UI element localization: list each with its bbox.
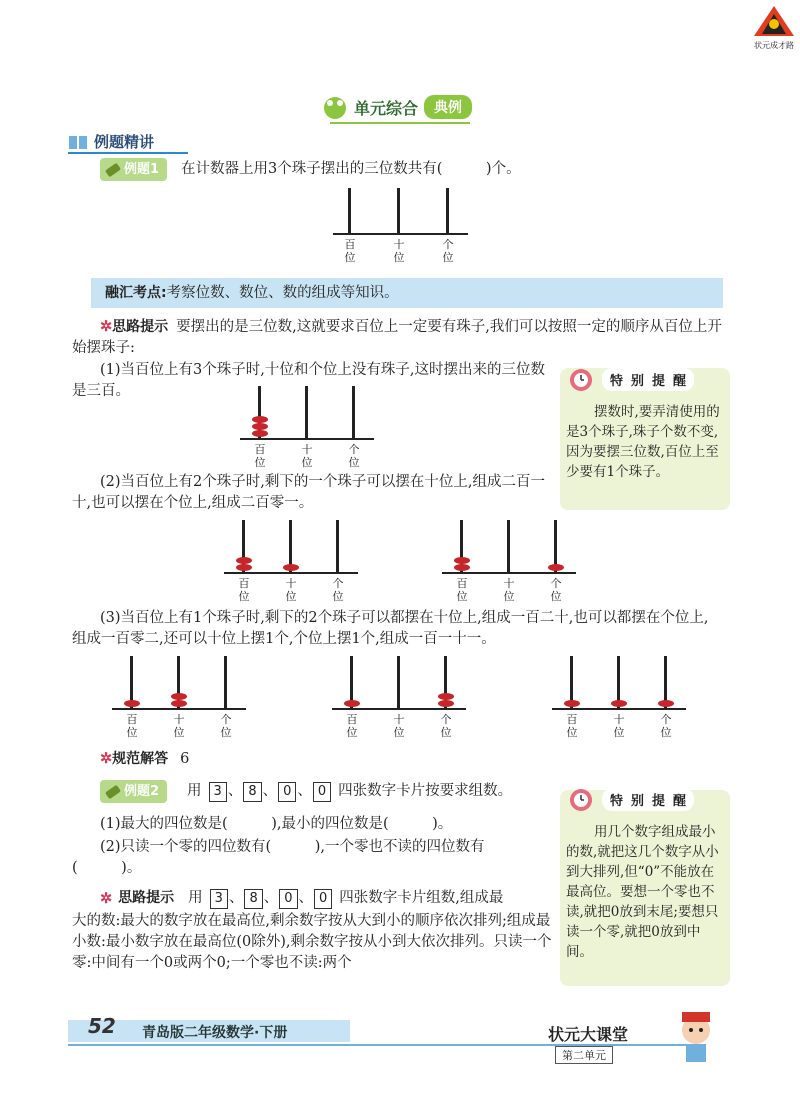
example2: 例题2 用 3 、 8 、 0 、 0 四张数字卡片按要求组数。 [100,780,550,803]
flower-icon: ✲ [100,318,113,335]
hint1-case3: (3)当百位上有1个珠子时,剩下的2个珠子可以都摆在十位上,组成一百二十,也可以都摆在个位上,组成一百零二,还可以十位上摆1个,个位上摆1个,组成一百一十一。 [72,610,709,647]
digit-card: 0 [278,782,296,802]
bead [236,557,252,564]
abacus-base [442,572,576,574]
brand-text: 状元成才路 [754,41,794,50]
place-label: 十 位 [503,577,515,603]
bead [252,416,268,423]
place-label: 个 位 [220,713,232,739]
place-label: 百 位 [254,443,266,469]
frog-icon [322,94,348,120]
rod [348,188,351,233]
hint1-case2: (2)当百位上有2个珠子时,剩下的一个珠子可以摆在十位上,组成二百一十,也可以摆在个位上,组成二百零一。 [72,474,545,511]
rod [224,656,227,708]
digit-card: 0 [314,889,332,909]
abacus-base [112,708,246,710]
reminder1-text: 摆数时,要弄清使用的是3个珠子,珠子个数不变,因为要摆三位数,百位上至少要有1个珠子。 [566,404,720,480]
book-title: 青岛版二年级数学·下册 [142,1025,288,1041]
place-label: 十 位 [173,713,185,739]
rod [397,656,400,708]
series-title: 状元大课堂 [548,1025,629,1044]
place-label: 百 位 [566,713,578,739]
answer1: ✲规范解答 6 [100,750,190,767]
reminder2-text: 用几个数字组成最小的数,就把这几个数字从小到大排列,但“0”不能放在最高位。要想一个零也不读,就把0放到末尾;要想只读一个零,就把0放到中间。 [566,824,719,960]
bead [171,693,187,700]
place-label: 十 位 [613,713,625,739]
book-icon [68,133,88,151]
bead [252,423,268,430]
place-label: 个 位 [332,577,344,603]
hint1-case1: (1)当百位上有3个珠子时,十位和个位上没有珠子,这时摆出来的三位数是三百。 [72,362,545,399]
subsection-title: 例题精讲 [94,133,155,151]
abacus-base [552,708,686,710]
abacus-base [224,572,358,574]
bead [171,700,187,707]
alarm-clock-icon [566,784,596,814]
rod [352,386,355,438]
hint1-intro: ✲思路提示 要摆出的是三位数,这就要求百位上一定要有珠子,我们可以按照一定的顺序从百位上开始摆珠子: [72,318,722,356]
example1 [100,158,700,181]
example2-tag: 例题2 [100,780,167,803]
bead [548,564,564,571]
abacus-300 [240,386,374,472]
abacus-111 [552,656,686,742]
bead [564,700,580,707]
section-title-badge: 典例 [424,95,472,119]
place-label: 百 位 [126,713,138,739]
example2-q2: (2)只读一个零的四位数有( ),一个零也不读的四位数有( )。 [72,839,485,876]
answer1-value: 6 [180,751,190,767]
place-label: 个 位 [440,713,452,739]
hint2: ✲ 思路提示 用 3 、 8 、 0 、 0 四张数字卡片组数,组成最 大的数:最大的数字放在最高位,剩余数字按从大到小的顺序依次排列;组成最小数:最小数字放在最高位(0除外),剩余数字按从小到大依次排列。只读一个零:中间有一个0或两个0;一个零也不读:两个 [72,888,552,974]
bead [344,700,360,707]
flower-icon: ✲ [100,890,113,907]
mascot-icon [668,1006,724,1070]
bead [454,557,470,564]
example1-tag: 例题1 [100,158,167,181]
place-label: 个 位 [348,443,360,469]
abacus-empty: 百 位 十 位 个 位 [333,188,468,270]
place-label: 十 位 [285,577,297,603]
abacus-120 [112,656,246,742]
place-label: 个 位 [550,577,562,603]
pencil-icon [105,784,121,799]
abacus-201 [442,520,576,606]
unit-label: 第二单元 [555,1046,613,1064]
bead [252,430,268,437]
page-number: 52 [88,1014,116,1038]
place-label: 十 位 [301,443,313,469]
bead [283,564,299,571]
bead [658,700,674,707]
place-label: 百 位 [346,713,358,739]
bead [438,693,454,700]
reminder2-header: 特 别 提 醒 [566,784,694,814]
digit-card: 8 [244,889,262,909]
flower-icon: ✲ [100,750,113,767]
place-label: 个 位 [660,713,672,739]
subsection-line [68,152,188,154]
reminder1-header: 特 别 提 醒 [566,364,694,394]
digit-card: 0 [313,782,331,802]
section-header [322,94,472,120]
abacus-base [333,233,468,235]
brand-logo [752,4,796,48]
alarm-clock-icon [566,364,596,394]
example1-question: 在计数器上用3个珠子摆出的三位数共有( )个。 [181,161,521,177]
example2-q1: (1)最大的四位数是( ),最小的四位数是( )。 [100,816,453,832]
section-underline [330,122,470,124]
knowledge-label: 融汇考点: [105,284,167,301]
bead [124,700,140,707]
rod [446,188,449,233]
rod [336,520,339,572]
rod [305,386,308,438]
subsection-header [68,131,154,152]
place-label: 百 位 [238,577,250,603]
place-label: 十 位 [393,713,405,739]
bead [438,700,454,707]
bead [611,700,627,707]
abacus-base [240,438,374,440]
abacus-210 [224,520,358,606]
digit-card: 0 [279,889,297,909]
bead [236,564,252,571]
digit-card: 3 [209,782,227,802]
section-title: 单元综合 [354,98,419,118]
bead [454,564,470,571]
rod [397,188,400,233]
rod [507,520,510,572]
digit-card: 3 [210,889,228,909]
hint2-body: 大的数:最大的数字放在最高位,剩余数字按从大到小的顺序依次排列;组成最小数:最小数字放在最高位(0除外),剩余数字按从小到大依次排列。只读一个零:中间有一个0或两个0;一个零也不读:两个 [72,913,552,971]
knowledge-text: 考察位数、数位、数的组成等知识。 [166,284,399,301]
digit-card: 8 [243,782,261,802]
abacus-base [332,708,466,710]
brand-logo-icon [752,4,796,38]
abacus-102 [332,656,466,742]
place-label: 百 位 [456,577,468,603]
pencil-icon [105,162,121,177]
knowledge-band [91,278,723,308]
